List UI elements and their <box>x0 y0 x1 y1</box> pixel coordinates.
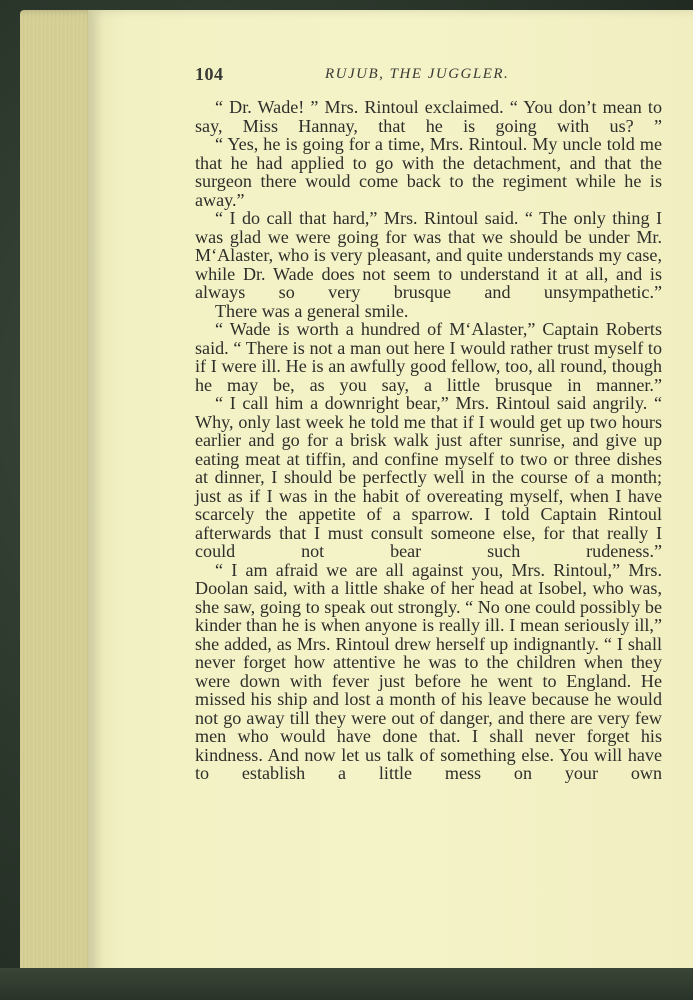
paragraph: “ Yes, he is going for a time, Mrs. Rintoul. My uncle told me that he had applied to go with the detachment, and that the surgeon there would come back to the regiment while he is away.” <box>195 134 662 210</box>
paragraph: “ I do call that hard,” Mrs. Rintoul said. “ The only thing I was glad we were going for was that we should be under Mr. M‘Alaster, who is very pleasant, and quite understands my case, while Dr. Wade does not seem to understand it at all, and is always so very brusque and unsympathetic.” <box>195 208 662 302</box>
paragraph: “ Wade is worth a hundred of M‘Alaster,” Captain Roberts said. “ There is not a man out here I would rather trust myself to if I were ill. He is an awfully good fellow, too, all round, though he may be, as you say, a little brusque in manner.” <box>195 319 662 395</box>
page-edges <box>20 10 98 980</box>
paragraph: There was a general smile. <box>215 300 409 321</box>
book-bottom-edge <box>0 968 693 1000</box>
paragraph: “ Dr. Wade! ” Mrs. Rintoul exclaimed. “ You don’t mean to say, Miss Hannay, that he is going with us? ” <box>195 97 662 136</box>
paragraph: “ I call him a downright bear,” Mrs. Rintoul said angrily. “ Why, only last week he told me that if I would get up two hours earlier and go for a brisk walk just after sunrise, and give up eating meat at tiffin, and confine myself to two or three dishes at dinner, I should be perfectly well in the course of a month; just as if I was in the habit of overeating myself, when I have scarcely the appetite of a sparrow. I told Captain Rintoul afterwards that I must consult someone else, for that really I could not bear such rudeness.” <box>195 393 662 561</box>
paragraph: “ I am afraid we are all against you, Mrs. Rintoul,” Mrs. Doolan said, with a little shake of her head at Isobel, who was, she saw, going to speak out strongly. “ No one could possibly be kinder than he is when anyone is really ill. I mean seriously ill,” she added, as Mrs. Rintoul drew herself up indignantly. “ I shall never forget how attentive he was to the children when they were down with fever just before he went to England. He missed his ship and lost a month of his leave because he would not go away till they were out of danger, and there are very few men who would have done that. I shall never forget his kindness. And now let us talk of something else. You will have to establish a little mess on your own <box>195 559 662 783</box>
page-number: 104 <box>195 64 224 84</box>
body-text <box>195 98 662 783</box>
running-title: RUJUB, THE JUGGLER. <box>325 66 510 82</box>
page-header <box>195 64 660 88</box>
